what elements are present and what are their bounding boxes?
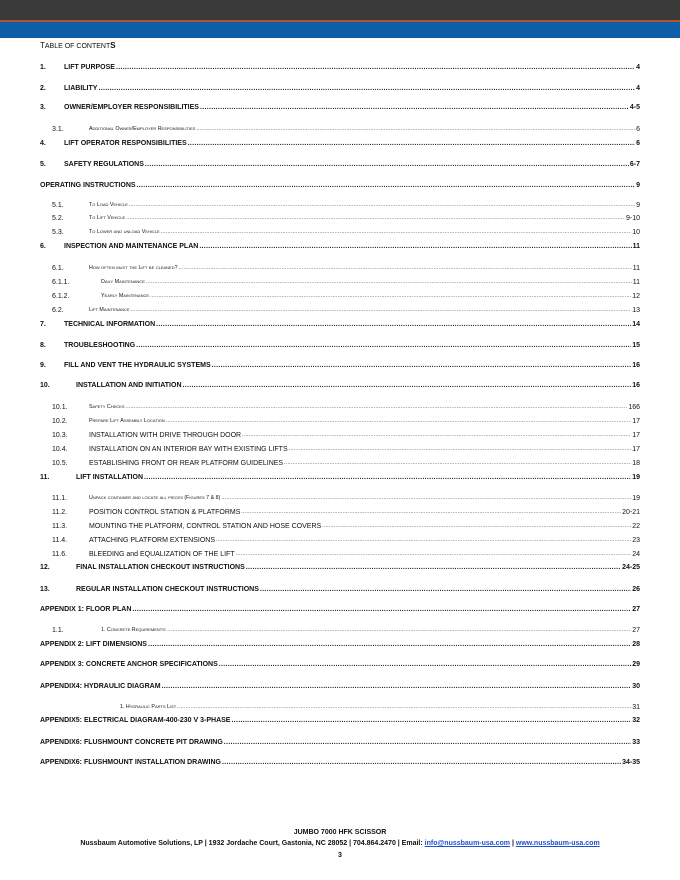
toc-entry[interactable] xyxy=(40,226,640,237)
toc-entry-label: 1. Concrete Requirements: xyxy=(101,627,167,633)
toc-entry-number: 11.6. xyxy=(52,551,68,558)
toc-entry-label: INSTALLATION AND INITIATION xyxy=(76,382,182,389)
toc-leader-dots xyxy=(236,550,632,559)
toc-entry-number: 11.3. xyxy=(52,523,68,530)
toc-entry-page: 24 xyxy=(632,551,640,558)
toc-leader-dots xyxy=(98,84,635,93)
toc-leader-dots xyxy=(196,125,635,134)
toc-entry-page: 16 xyxy=(632,382,640,389)
toc-entry-label: LIFT INSTALLATION xyxy=(76,474,144,481)
toc-entry-number: 10.3. xyxy=(52,432,68,439)
toc-entry-label: APPENDIX 2: LIFT DIMENSIONS xyxy=(40,641,147,648)
toc-entry-number: 10.5. xyxy=(52,460,68,467)
toc-leader-dots xyxy=(200,103,629,112)
toc-leader-dots xyxy=(137,181,636,190)
toc-entry-number: 11.1. xyxy=(52,495,68,502)
toc-entry-label: To Lift Vehicle xyxy=(89,215,126,221)
toc-entry[interactable] xyxy=(40,471,640,482)
toc-entry[interactable] xyxy=(40,415,640,426)
toc-entry[interactable] xyxy=(40,561,640,572)
toc-entry-number: 6.1.1. xyxy=(52,279,70,286)
toc-entry-number: 6. xyxy=(40,243,46,250)
toc-entry-page: 28 xyxy=(632,641,640,648)
toc-entry-number: 3.1. xyxy=(52,126,64,133)
toc-leader-dots xyxy=(162,682,632,691)
toc-entry-page: 13 xyxy=(632,307,640,314)
toc-entry[interactable] xyxy=(40,701,640,712)
toc-entry[interactable] xyxy=(40,339,640,350)
toc-leader-dots xyxy=(126,214,625,223)
toc-entry-page: 34-35 xyxy=(622,759,640,766)
toc-entry-page: 32 xyxy=(632,717,640,724)
toc-entry[interactable] xyxy=(40,401,640,412)
toc-entry-page: 19 xyxy=(632,474,640,481)
toc-entry[interactable] xyxy=(40,756,640,767)
toc-entry-number: 6.2. xyxy=(52,307,64,314)
toc-leader-dots xyxy=(150,292,631,301)
toc-leader-dots xyxy=(322,522,631,531)
toc-entry-page: 27 xyxy=(632,627,640,634)
footer-address-text: Nussbaum Automotive Solutions, LP | 1932 Jordache Court, Gastonia, NC 28052 | 704.864.2470 | Email: xyxy=(80,840,425,847)
toc-entry-label: Unpack container and locate all pieces (Figures 7 & 8) xyxy=(89,495,221,501)
toc-entry-page: 22 xyxy=(632,523,640,530)
toc-entry-page: 15 xyxy=(632,342,640,349)
toc-heading: TABLE OF CONTENTS xyxy=(40,41,116,50)
toc-entry-label: INSTALLATION WITH DRIVE THROUGH DOOR xyxy=(89,432,242,439)
toc-entry-page: 23 xyxy=(632,537,640,544)
toc-entry-page: 12 xyxy=(632,293,640,300)
toc-entry-number: 11.4. xyxy=(52,537,68,544)
toc-entry-number: 13. xyxy=(40,586,50,593)
footer-email-link[interactable]: info@nussbaum-usa.com xyxy=(424,840,511,847)
toc-leader-dots xyxy=(156,320,631,329)
toc-entry[interactable] xyxy=(40,137,640,148)
toc-entry-label: Additional Owner/Employer Responsibilities xyxy=(89,126,196,132)
footer-address: Nussbaum Automotive Solutions, LP | 1932 Jordache Court, Gastonia, NC 28052 | 704.864.2470 | Email: info@nussbaum-usa.com | www.nussbaum-usa.com xyxy=(80,840,600,847)
toc-entry[interactable] xyxy=(40,638,640,649)
toc-entry-number: 1. xyxy=(40,64,46,71)
toc-entry-label: FILL AND VENT THE HYDRAULIC SYSTEMS xyxy=(64,362,211,369)
toc-entry-page: 14 xyxy=(632,321,640,328)
toc-entry-page: 26 xyxy=(632,586,640,593)
toc-entry[interactable] xyxy=(40,158,640,169)
toc-entry[interactable] xyxy=(40,82,640,93)
toc-leader-dots xyxy=(177,703,631,712)
toc-entry[interactable] xyxy=(40,520,640,531)
toc-entry-number: 5.2. xyxy=(52,215,64,222)
toc-leader-dots xyxy=(183,381,632,390)
toc-leader-dots xyxy=(222,758,621,767)
toc-entry-page: 6-7 xyxy=(629,161,640,168)
toc-entry-label: APPENDIX6: FLUSHMOUNT CONCRETE PIT DRAWING xyxy=(40,739,223,746)
toc-entry-label: ATTACHING PLATFORM EXTENSIONS xyxy=(89,537,216,544)
toc-leader-dots xyxy=(179,264,632,273)
toc-leader-dots xyxy=(289,445,632,454)
toc-entry-number: 10.1. xyxy=(52,404,68,411)
toc-entry-number: 9. xyxy=(40,362,46,369)
toc-leader-dots xyxy=(284,459,631,468)
toc-leader-dots xyxy=(129,201,635,210)
toc-entry-number: 12. xyxy=(40,564,50,571)
toc-entry-number: 5.1. xyxy=(52,202,64,209)
toc-entry-label: Lift Maintenance xyxy=(89,307,130,313)
toc-entry-label: ESTABLISHING FRONT OR REAR PLATFORM GUIDELINES xyxy=(89,460,284,467)
toc-entry[interactable] xyxy=(40,290,640,301)
toc-entry[interactable] xyxy=(40,429,640,440)
toc-entry[interactable] xyxy=(40,736,640,747)
toc-leader-dots xyxy=(260,585,631,594)
toc-entry-page: 17 xyxy=(632,446,640,453)
toc-leader-dots xyxy=(144,473,631,482)
toc-entry-page: 4 xyxy=(636,85,640,92)
toc-entry-label: TECHNICAL INFORMATION xyxy=(64,321,156,328)
toc-entry[interactable] xyxy=(40,624,640,635)
toc-entry-label: POSITION CONTROL STATION & PLATFORMS xyxy=(89,509,241,516)
toc-entry[interactable] xyxy=(40,658,640,669)
toc-entry-label: TROUBLESHOOTING xyxy=(64,342,136,349)
toc-entry[interactable] xyxy=(40,123,640,134)
toc-entry-page: 6 xyxy=(636,140,640,147)
toc-entry-page: 33 xyxy=(632,739,640,746)
toc-entry-page: 11 xyxy=(632,243,640,250)
toc-entry-label: REGULAR INSTALLATION CHECKOUT INSTRUCTIONS xyxy=(76,586,259,593)
toc-entry[interactable] xyxy=(40,492,640,503)
toc-entry[interactable] xyxy=(40,240,640,251)
toc-entry[interactable] xyxy=(40,304,640,315)
footer-website-link[interactable]: www.nussbaum-usa.com xyxy=(515,840,600,847)
toc-leader-dots xyxy=(241,508,621,517)
footer-model: JUMBO 7000 HFK SCISSOR xyxy=(293,829,387,836)
toc-leader-dots xyxy=(136,341,631,350)
toc-entry-number: 5. xyxy=(40,161,46,168)
toc-entry-number: 6.1. xyxy=(52,265,64,272)
toc-entry[interactable] xyxy=(40,359,640,370)
toc-entry-label: BLEEDING and EQUALIZATION OF THE LIFT xyxy=(89,551,235,558)
toc-entry-label: To Load Vehicle xyxy=(89,202,128,208)
toc-entry-page: 27 xyxy=(632,606,640,613)
toc-entry-page: 11 xyxy=(632,265,640,272)
toc-leader-dots xyxy=(188,139,635,148)
toc-leader-dots xyxy=(246,563,621,572)
toc-leader-dots xyxy=(199,242,631,251)
toc-entry[interactable] xyxy=(40,212,640,223)
toc-entry-page: 9 xyxy=(636,202,640,209)
footer-page-number: 3 xyxy=(338,852,342,859)
toc-entry-page: 17 xyxy=(632,418,640,425)
toc-entry-number: 4. xyxy=(40,140,46,147)
toc-entry-label: Safety Checks xyxy=(89,404,125,410)
toc-leader-dots xyxy=(221,494,631,503)
toc-entry-number: 6.1.2. xyxy=(52,293,70,300)
toc-entry[interactable] xyxy=(40,179,640,190)
toc-leader-dots xyxy=(116,63,635,72)
toc-leader-dots xyxy=(126,403,628,412)
toc-entry-label: Yearly Maintenance xyxy=(101,293,150,299)
toc-leader-dots xyxy=(167,626,631,635)
toc-entry[interactable] xyxy=(40,379,640,390)
toc-entry[interactable] xyxy=(40,457,640,468)
toc-entry[interactable] xyxy=(40,534,640,545)
toc-entry-page: 4 xyxy=(636,64,640,71)
toc-entry-label: OWNER/EMPLOYER RESPONSIBILITIES xyxy=(64,104,199,111)
toc-entry-label: APPENDIX5: ELECTRICAL DIAGRAM-400-230 V 3-PHASE xyxy=(40,717,231,724)
toc-entry-number: 11.2. xyxy=(52,509,68,516)
toc-entry[interactable] xyxy=(40,101,640,112)
toc-leader-dots xyxy=(148,640,631,649)
toc-entry-number: 3. xyxy=(40,104,46,111)
toc-entry-label: APPENDIX 3: CONCRETE ANCHOR SPECIFICATIONS xyxy=(40,661,218,668)
toc-entry[interactable] xyxy=(40,443,640,454)
toc-entry-label: INSTALLATION ON AN INTERIOR BAY WITH EXISTING LIFTS xyxy=(89,446,288,453)
toc-entry[interactable] xyxy=(40,318,640,329)
toc-entry-label: LIFT PURPOSE xyxy=(64,64,115,71)
toc-entry-label: OPERATING INSTRUCTIONS xyxy=(40,182,136,189)
toc-entry[interactable] xyxy=(40,714,640,725)
toc-leader-dots xyxy=(219,660,631,669)
toc-entry-label: To Lower and unload Vehicle xyxy=(89,229,160,235)
toc-entry-page: 16 xyxy=(632,362,640,369)
toc-leader-dots xyxy=(224,738,631,747)
toc-leader-dots xyxy=(132,605,631,614)
toc-entry-label: INSPECTION AND MAINTENANCE PLAN xyxy=(64,243,199,250)
toc-leader-dots xyxy=(131,306,632,315)
toc-entry-label: Daily Maintenance xyxy=(101,279,145,285)
toc-entry[interactable] xyxy=(40,262,640,273)
toc-entry-page: 31 xyxy=(632,704,640,711)
toc-leader-dots xyxy=(242,431,631,440)
toc-entry-page: 9-10 xyxy=(625,215,640,222)
toc-entry-page: 9 xyxy=(636,182,640,189)
toc-entry[interactable] xyxy=(40,61,640,72)
toc-entry-number: 7. xyxy=(40,321,46,328)
toc-entry-page: 24-25 xyxy=(622,564,640,571)
toc-entry-page: 18 xyxy=(632,460,640,467)
toc-entry[interactable] xyxy=(40,548,640,559)
toc-entry-page: 29 xyxy=(632,661,640,668)
toc-entry[interactable] xyxy=(40,506,640,517)
toc-leader-dots xyxy=(145,160,629,169)
toc-entry[interactable] xyxy=(40,199,640,210)
toc-entry-number: 11. xyxy=(40,474,50,481)
toc-entry-label: FINAL INSTALLATION CHECKOUT INSTRUCTIONS xyxy=(76,564,245,571)
toc-entry-number: 10.4. xyxy=(52,446,68,453)
toc-entry-page: 17 xyxy=(632,432,640,439)
toc-entry-page: 10 xyxy=(632,229,640,236)
toc-leader-dots xyxy=(216,536,631,545)
toc-entry-label: How often must the Lift be cleaned? xyxy=(89,265,178,271)
toc-entry-label: APPENDIX 1: FLOOR PLAN xyxy=(40,606,132,613)
toc-entry-number: 10.2. xyxy=(52,418,68,425)
toc-entry-label: LIFT OPERATOR RESPONSIBILITIES xyxy=(64,140,187,147)
toc-entry[interactable] xyxy=(40,276,640,287)
toc-entry-label: LIABILITY xyxy=(64,85,98,92)
toc-entry[interactable] xyxy=(40,680,640,691)
toc-entry[interactable] xyxy=(40,583,640,594)
toc-entry-label: Prepare Lift Assembly Location xyxy=(89,418,165,424)
toc-entry-page: 20-21 xyxy=(622,509,640,516)
toc-entry-page: 166 xyxy=(628,404,640,411)
toc-leader-dots xyxy=(166,417,631,426)
toc-entry-page: 6 xyxy=(636,126,640,133)
toc-entry-page: 11 xyxy=(632,279,640,286)
toc-entry-label: 1. Hydraulic Parts List xyxy=(120,704,177,710)
toc-entry-number: 5.3. xyxy=(52,229,64,236)
toc-leader-dots xyxy=(146,278,632,287)
toc-leader-dots xyxy=(231,716,631,725)
toc-entry-number: 2. xyxy=(40,85,46,92)
toc-entry-label: SAFETY REGULATIONS xyxy=(64,161,144,168)
toc-leader-dots xyxy=(212,361,632,370)
toc-entry-page: 19 xyxy=(632,495,640,502)
toc-entry-label: APPENDIX6: FLUSHMOUNT INSTALLATION DRAWING xyxy=(40,759,221,766)
toc-leader-dots xyxy=(161,228,631,237)
toc-entry-page: 4-5 xyxy=(629,104,640,111)
toc-entry-label: APPENDIX4: HYDRAULIC DIAGRAM xyxy=(40,683,161,690)
toc-entry-label: MOUNTING THE PLATFORM, CONTROL STATION AND HOSE COVERS xyxy=(89,523,322,530)
toc-entry[interactable] xyxy=(40,603,640,614)
toc-entry-page: 30 xyxy=(632,683,640,690)
toc-entry-number: 8. xyxy=(40,342,46,349)
toc-entry-number: 10. xyxy=(40,382,50,389)
toc-entry-number: 1.1. xyxy=(52,627,64,634)
